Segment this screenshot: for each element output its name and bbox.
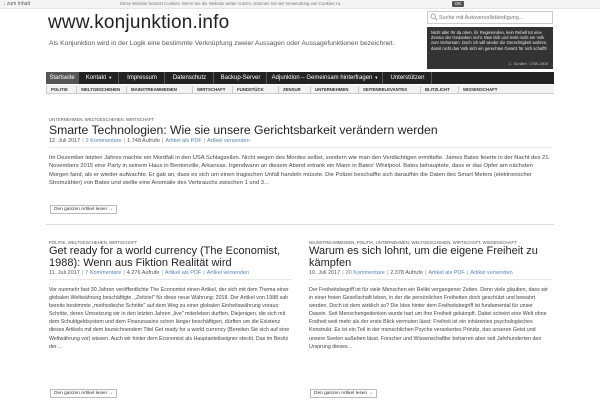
pdf-link[interactable]: Artikel als PDF xyxy=(428,270,465,276)
nav-startseite[interactable] xyxy=(46,72,79,84)
post-views: 4.276 Aufrufe xyxy=(126,270,160,276)
post-meta-divider xyxy=(309,279,552,280)
post-excerpt: Der Freiheitsbegriff ist für viele Menschen ein Relikt vergangener Zeiten. Denn viele glauben, dass wir in einer freien Gesellschaft leben, in der die persönlichen Freiheiten doch geschützt und bewahrt werden. Doch ist dem wirklich so? Die Idee hinter dem Freiheitsbegriff ist fundamental für unser Dasein. Seit Menschengedenken wurde hart um ihre Freiheit gekämpft. Dabei scheint eine Welt ohne Freiheit weit mehr als der erste Blick vermuten lässt: Freiheit ist ein inhärentes psychologisches Konstrukt. Es ist ein Teil in der menschlichen Psyche verankertes Prinzip, das unseren Geist und unsere Seelen außeben lässt. Forscher und Wissenschaftler beharren aber seit Jahrhunderten den Ursprung dieses… xyxy=(309,287,548,350)
post-date: 11. Juli 2017 xyxy=(49,270,80,276)
nav-backup-server-label: Backup-Server xyxy=(220,75,261,81)
nav-kontakt[interactable] xyxy=(80,72,119,84)
post-categories[interactable]: POLITIK, WELTGESCHEHEN, WIRTSCHAFT xyxy=(49,240,138,245)
section-divider xyxy=(46,224,554,225)
nav-kontakt-label: Kontakt xyxy=(85,75,107,81)
search-icon xyxy=(430,13,438,21)
post-title[interactable]: Warum es sich lohnt, um die eigene Freiheit zu kämpfen xyxy=(309,245,538,269)
nav-startseite-label: Startseite xyxy=(49,75,75,81)
category-fundstueck[interactable]: FUNDSTÜCK xyxy=(232,86,264,93)
send-article-link[interactable]: Artikel versenden xyxy=(206,270,250,276)
category-blitzlicht[interactable]: BLITZLICHT xyxy=(420,86,450,93)
nav-datenschutz-label: Datenschutz xyxy=(172,75,207,81)
nav-datenschutz[interactable] xyxy=(166,72,214,84)
category-weltgeschehen[interactable]: WELTGESCHEHEN xyxy=(76,86,120,93)
post-views: 2.378 Aufrufe xyxy=(390,270,423,276)
nav-adjunktion-label: Adjunktion – Gemeinsam hinterfragen xyxy=(271,75,373,81)
post-title[interactable]: Smarte Technologien: Wie sie unsere Gerichtsbarkeit verändern werden xyxy=(49,123,438,137)
quote-widget xyxy=(427,27,553,69)
nav-backup-server[interactable] xyxy=(215,72,267,84)
nav-unterstuetzen-label: Unterstützen xyxy=(390,75,425,81)
post-excerpt: Vor nunmehr fast 30 Jahren veröffentlichte The Economist einen Artikel, der sich mit dem Thema einer globalen Weltwährung beschäftigte. „Zeitziel" für diese neue Währung: 2018. Der Artikel von 1988 sah bereits bestimmte „methodische Schritte" auf dem Weg zu einer globalen Einheitswährung voraus: Schritte, deren Umsetzung wir in den letzten Jahren „live" miterleben durften. Diejenigen, die sich mit dem Schuldgeldsystem und dem Finanzsasino schon länger beschäftigen, dürften um die Existenz dieses Artikels mit dem bezeichnendem Titel Get ready for a world currency (Bereiten Sie sich auf eine Weltwährung vor) wissen. Auch wir hinter dem Economist als Hauptanteilseigner steckt. Das im Besitz der… xyxy=(49,287,290,350)
category-wirtschaft[interactable]: WIRTSCHAFT xyxy=(192,86,225,93)
post-excerpt: Im Dezember letzten Jahres machte ein Mordfall in den USA Schlagzeilen. Nicht wegen des Mordes selbst, sondern wie man den Verdächtigen ermittelte. James Bates feierte in der Nacht des 21. Novembers 2015 eine Party in seinem Haus in Bentonville, Arkansas. Irgendwann an diesem Abend ertrank ein Mann in Bates' Whirlpool. Bates behauptete, dass er das Opfer am nächsten Morgen fand, als er wieder aufwachte. Er gab an, dass es sich um einen tragischen Unfall handeln müsste. Die Polizei beschaffte sich daraufhin die Daten des Smart Meters (elektronischer Stromzähler) von Bates und stellte eine Anomalie des Verbrauchs zwischen 1 und 3… xyxy=(49,155,551,187)
category-wissenschaft[interactable]: WISSENSCHAFT xyxy=(458,86,497,93)
post-comments-link[interactable]: 20 Kommentare xyxy=(345,270,385,276)
nav-unterstuetzen[interactable] xyxy=(384,72,432,84)
send-article-link[interactable]: Artikel versenden xyxy=(470,270,513,276)
pdf-link[interactable]: Artikel als PDF xyxy=(165,138,202,144)
post-comments-link[interactable]: 2 Kommentare xyxy=(85,138,122,144)
site-title[interactable]: www.konjunktion.info xyxy=(48,12,230,33)
post-meta-divider xyxy=(49,147,552,148)
nav-adjunktion[interactable] xyxy=(268,72,383,84)
skip-to-content-link[interactable]: ↓ zum Inhalt xyxy=(3,1,30,7)
send-article-link[interactable]: Artikel versenden xyxy=(207,138,250,144)
post-date: 12. Juli 2017 xyxy=(49,138,81,144)
post-meta: 10. Juli 2017 | 20 Kommentare | 2.378 Aufrufe | Artikel als PDF | Artikel versenden xyxy=(309,270,513,276)
nav-impressum[interactable] xyxy=(120,72,165,84)
cookie-notice-text: Diese Website benutzt Cookies. Wenn Sie die Website weiter nutzen, stimmen Sie der Verwendung von Cookies zu. xyxy=(120,1,342,6)
category-unternehmen[interactable]: UNTERNEHMEN xyxy=(310,86,348,93)
quote-text: Nicht alle! Ihr da oben, ihr Regierenden, kein Rebell tut eine Zensur der Gedanken nicht. Man läßt und lenkt nicht ein Volk zum Gehorsam. Doch ich will wieder die Gerechtigkeit wahren, damit nicht das Volk sich ein gerechtes Gesetz für sich schafft! xyxy=(431,30,548,51)
post-categories[interactable]: MAINSTREAMMEDIEN, POLITIK, UNTERNEHMEN, WELTGESCHEHEN, WIRTSCHAFT, WISSENSCHAFT xyxy=(309,240,517,245)
pdf-link[interactable]: Artikel als PDF xyxy=(164,270,202,276)
quote-author: C. Schiller, 1788-1805 xyxy=(508,61,548,66)
cookie-ok-button[interactable]: OK xyxy=(452,1,464,7)
post-categories[interactable]: UNTERNEHMEN, WELTGESCHEHEN, WIRTSCHAFT xyxy=(49,117,155,122)
chevron-down-icon: ▼ xyxy=(108,75,113,80)
search-input[interactable] xyxy=(439,12,551,23)
post-views: 1.748 Aufrufe xyxy=(127,138,160,144)
site-description: Als Konjunktion wird in der Logik eine bestimmte Verknüpfung zweier Aussagen oder Aussagefunktionen bezeichnet. xyxy=(49,40,395,47)
read-more-button[interactable]: Den ganzen Artikel lesen → xyxy=(50,205,117,214)
category-seitenrelevantes[interactable]: SEITENRELEVANTES xyxy=(358,86,407,93)
category-zensur[interactable]: ZENSUR xyxy=(278,86,301,93)
post-comments-link[interactable]: 7 Kommentare xyxy=(85,270,122,276)
nav-impressum-label: Impressum xyxy=(127,75,157,81)
post-date: 10. Juli 2017 xyxy=(309,270,341,276)
post-title[interactable]: Get ready for a world currency (The Economist, 1988): Wenn aus Fiktion Realität wird xyxy=(49,245,281,269)
read-more-button[interactable]: Den ganzen Artikel lesen → xyxy=(50,389,117,398)
post-meta-divider xyxy=(49,279,292,280)
read-more-button[interactable]: Den ganzen Artikel lesen → xyxy=(310,389,377,398)
category-mainstreammedien[interactable]: MAINSTREAMMEDIEN xyxy=(126,86,177,93)
chevron-down-icon: ▼ xyxy=(374,75,379,80)
category-politik[interactable]: POLITIK xyxy=(46,86,68,93)
post-meta: 11. Juli 2017 | 7 Kommentare | 4.276 Aufrufe | Artikel als PDF | Artikel versenden xyxy=(49,270,250,276)
post-meta: 12. Juli 2017 | 2 Kommentare | 1.748 Aufrufe | Artikel als PDF | Artikel versenden xyxy=(49,138,250,144)
